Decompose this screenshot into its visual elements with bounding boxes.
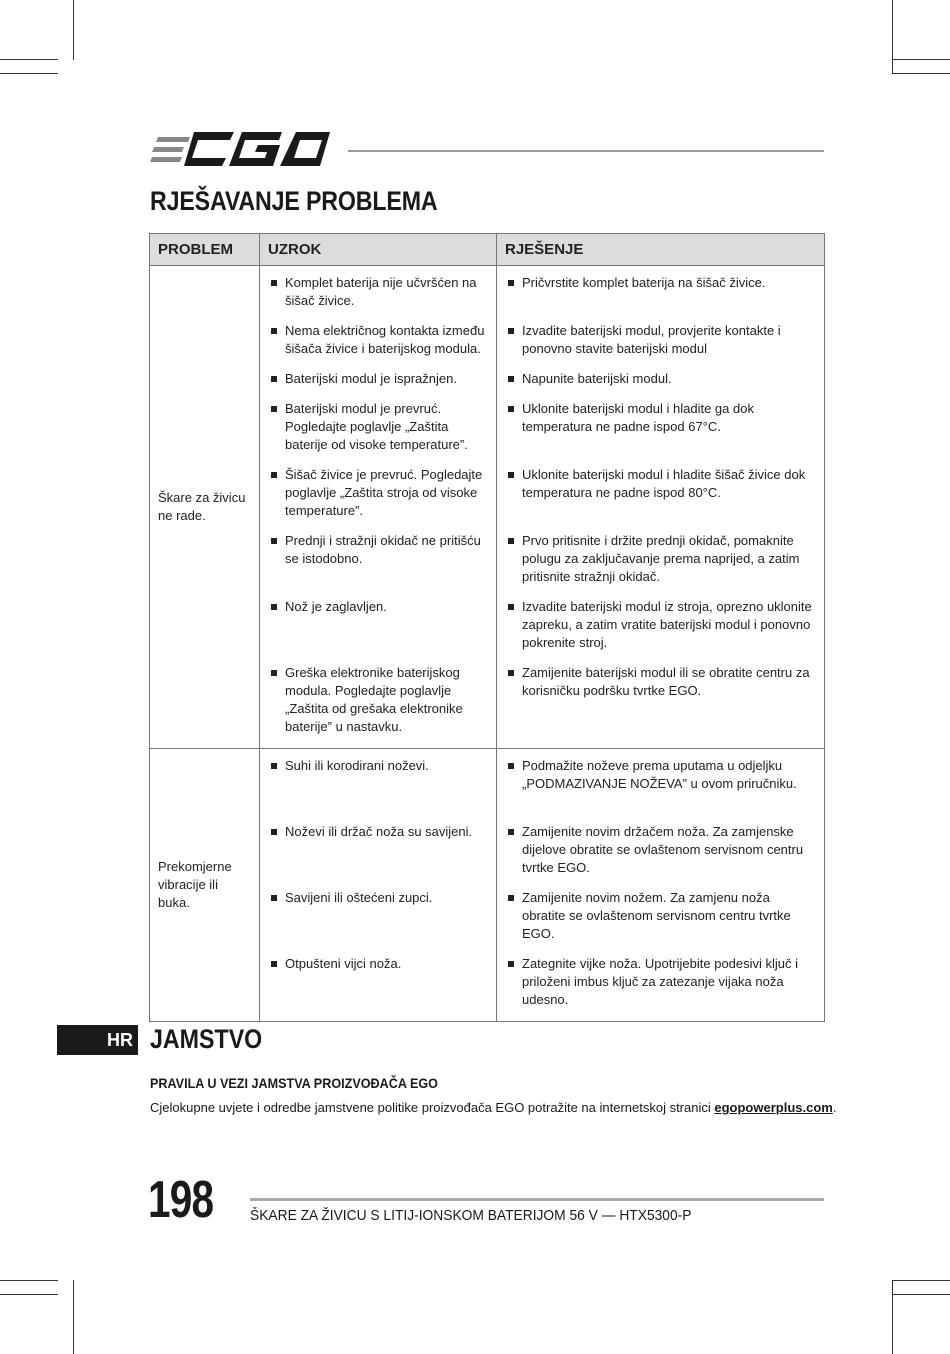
cause-item: Nema električnog kontakta između šišača živice i baterijskog modula. — [268, 322, 488, 358]
crop-mark — [892, 0, 893, 74]
crop-mark — [0, 1294, 58, 1295]
cause-item: Savijeni ili oštećeni zupci. — [268, 889, 488, 907]
language-tab: HR — [57, 1025, 138, 1055]
solution-item: Zategnite vijke noža. Upotrijebite podesivi ključ i priloženi imbus ključ za zatezanje vijaka noža udesno. — [505, 955, 816, 1009]
warranty-text: Cjelokupne uvjete i odredbe jamstvene politike proizvođača EGO potražite na internetskoj stranici — [150, 1100, 711, 1115]
warranty-title: JAMSTVO — [150, 1024, 263, 1054]
warranty-paragraph — [150, 1100, 836, 1115]
header-cause: UZROK — [260, 234, 497, 266]
problem-cell: Prekomjerne vibracije ili buka. — [150, 749, 260, 1022]
crop-mark — [892, 1294, 950, 1295]
solution-item: Izvadite baterijski modul iz stroja, oprezno uklonite zapreku, a zatim vratite baterijski modul i ponovno pokrenite stroj. — [505, 598, 816, 652]
header-problem: PROBLEM — [150, 234, 260, 266]
crop-mark — [892, 1280, 893, 1354]
warranty-text-end: . — [832, 1100, 837, 1115]
cause-item: Nož je zaglavljen. — [268, 598, 488, 616]
cause-item: Prednji i stražnji okidač ne pritišću se istodobno. — [268, 532, 488, 568]
page-number: 198 — [148, 1171, 214, 1229]
cause-item: Otpušteni vijci noža. — [268, 955, 488, 973]
cause-item: Baterijski modul je prevruć. Pogledajte poglavlje „Zaštita baterije od visoke temperature”. — [268, 400, 488, 454]
crop-mark — [73, 0, 74, 60]
problem-cell: Škare za živicu ne rade. — [150, 266, 260, 749]
table-header-row — [150, 234, 825, 266]
solution-item: Prvo pritisnite i držite prednji okidač, pomaknite polugu za zaključavanje prema naprijed, a zatim pritisnite stražnji okidač. — [505, 532, 816, 586]
solution-item: Pričvrstite komplet baterija na šišač živice. — [505, 274, 816, 292]
solution-item: Uklonite baterijski modul i hladite ga dok temperatura ne padne ispod 67°C. — [505, 400, 816, 436]
cause-item: Noževi ili držač noža su savijeni. — [268, 823, 488, 841]
solution-item: Izvadite baterijski modul, provjerite kontakte i ponovno stavite baterijski modul — [505, 322, 816, 358]
crop-mark — [892, 73, 950, 74]
cause-item: Baterijski modul je ispražnjen. — [268, 370, 488, 388]
page-title: RJEŠAVANJE PROBLEMA — [150, 186, 438, 216]
solution-item: Napunite baterijski modul. — [505, 370, 816, 388]
table-row — [150, 266, 825, 323]
crop-mark — [0, 59, 58, 60]
solution-item: Zamijenite baterijski modul ili se obratite centru za korisničku podršku tvrtke EGO. — [505, 664, 816, 700]
cause-item: Greška elektronike baterijskog modula. Pogledajte poglavlje „Zaštita od grešaka elektronike baterije” u nastavku. — [268, 664, 488, 736]
table-row — [150, 749, 825, 824]
solution-item: Uklonite baterijski modul i hladite šišač živice dok temperatura ne padne ispod 80°C. — [505, 466, 816, 502]
crop-mark — [0, 1280, 58, 1281]
website-link[interactable]: egopowerplus.com — [714, 1100, 833, 1115]
header-solution: RJEŠENJE — [497, 234, 825, 266]
warranty-subtitle: PRAVILA U VEZI JAMSTVA PROIZVOĐAČA EGO — [150, 1075, 438, 1091]
crop-mark — [0, 73, 58, 74]
troubleshooting-table — [149, 233, 825, 1022]
solution-item: Podmažite noževe prema uputama u odjeljku „PODMAZIVANJE NOŽEVA” u ovom priručniku. — [505, 757, 816, 793]
cause-item: Šišač živice je prevruć. Pogledajte poglavlje „Zaštita stroja od visoke temperature”. — [268, 466, 488, 520]
cause-item: Suhi ili korodirani noževi. — [268, 757, 488, 775]
solution-item: Zamijenite novim nožem. Za zamjenu noža obratite se ovlaštenom servisnom centru tvrtke EGO. — [505, 889, 816, 943]
header-rule — [348, 150, 824, 152]
crop-mark — [73, 1280, 74, 1354]
footer-rule — [250, 1198, 824, 1201]
ego-logo — [150, 128, 332, 172]
solution-item: Zamijenite novim držačem noža. Za zamjenske dijelove obratite se ovlaštenom servisnom centru tvrtke EGO. — [505, 823, 816, 877]
footer-doc-title: ŠKARE ZA ŽIVICU S LITIJ-IONSKOM BATERIJOM 56 V — HTX5300-P — [250, 1207, 692, 1224]
crop-mark — [892, 1280, 950, 1281]
cause-item: Komplet baterija nije učvršćen na šišač živice. — [268, 274, 488, 310]
crop-mark — [892, 59, 950, 60]
